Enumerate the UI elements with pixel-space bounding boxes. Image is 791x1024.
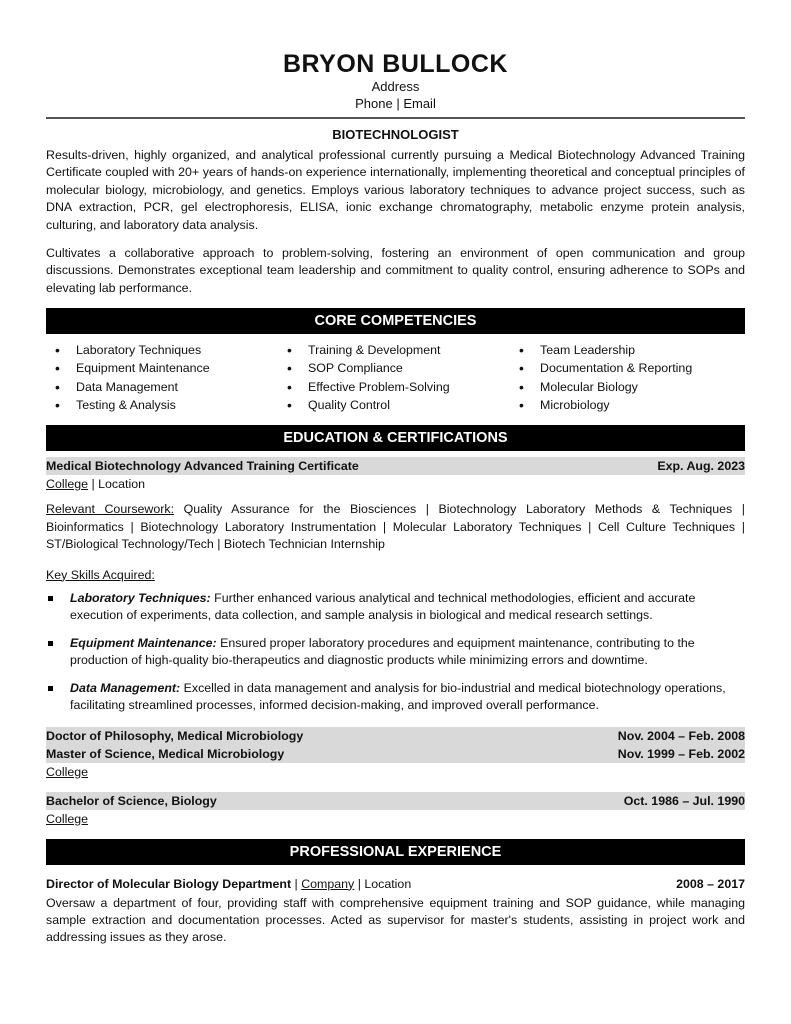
competency-item: • SOP Compliance [278,359,510,377]
job-header-row [46,875,745,893]
job-title: Director of Molecular Biology Department [46,876,292,891]
phd-row [46,727,745,745]
key-skill-text: Ensured proper laboratory procedures and equipment maintenance, contributing to the production of high-quality bio-therapeutics and diagnostic products while minimizing errors and downtime. [70,635,695,668]
relevant-coursework [46,501,745,554]
job-dates: 2008 – 2017 [676,876,745,891]
key-skill-item [46,635,745,670]
certificate-location: Location [98,477,145,492]
graduate-college: College [46,764,89,779]
ms-row [46,745,745,763]
address-line: Address [371,79,420,94]
key-skills-label: Key Skills Acquired: [46,567,155,582]
competency-item: • Laboratory Techniques [46,341,278,359]
competency-item: • Testing & Analysis [46,396,278,414]
competency-item: • Equipment Maintenance [46,359,278,377]
certificate-date: Exp. Aug. 2023 [657,459,745,474]
competency-item: • Microbiology [510,396,742,414]
bs-row [46,792,745,810]
professional-title: BIOTECHNOLOGIST [332,127,459,142]
bs-name: Bachelor of Science, Biology [46,793,217,808]
contact-line: Phone | Email [355,96,436,111]
competency-item: • Effective Problem-Solving [278,378,510,396]
key-skill-lead: Data Management: [70,680,181,695]
competencies-column-3 [510,341,742,414]
core-competencies-heading: CORE COMPETENCIES [46,308,745,334]
education-heading: EDUCATION & CERTIFICATIONS [46,425,745,451]
candidate-name: BRYON BULLOCK [282,50,508,78]
competencies-column-2 [278,341,510,414]
competencies-column-1 [46,341,278,414]
competency-item: • Quality Control [278,396,510,414]
graduate-institution [46,763,745,781]
phd-date: Nov. 2004 – Feb. 2008 [617,728,745,743]
key-skill-item [46,590,745,625]
certificate-row [46,457,745,475]
ms-date: Nov. 1999 – Feb. 2002 [617,746,745,761]
phd-name: Doctor of Philosophy, Medical Microbiology [46,728,304,743]
bs-date: Oct. 1986 – Jul. 1990 [623,793,745,808]
ms-name: Master of Science, Medical Microbiology [46,746,285,761]
bachelor-institution [46,810,745,828]
summary-paragraph-2: Cultivates a collaborative approach to problem-solving, fostering an environment of open communication and group discussions. Demonstrates exceptional team leadership and commitment to quality control, ensuring adherence to SOPs and elevating lab performance. [46,246,745,295]
certificate-block [46,457,745,493]
coursework-label: Relevant Coursework: [46,502,175,517]
coursework-list: Quality Assurance for the Biosciences | Biotechnology Laboratory Methods & Techniques | Bioinformatics | Biotechnology Laboratory Instrumentation | Molecular Laboratory Techniques | Cell Culture Techniques | ST/Biological Technology/Tech | Biotech Technician Internship [46,502,745,552]
key-skill-text: Excelled in data management and analysis for bio-industrial and medical biotechnology operations, facilitating streamlined processes, informed decision-making, and improved overall performance. [70,680,726,713]
competency-item: • Documentation & Reporting [510,359,742,377]
job-location: Location [364,876,412,891]
bullet-square-icon [48,641,53,646]
key-skill-text: Further enhanced various analytical and technical methodologies, efficient and accurate execution of experiments, data collection, and sample analysis in biological and medical research settings. [70,590,696,623]
key-skill-lead: Equipment Maintenance: [70,635,217,650]
bachelor-college: College [46,811,89,826]
bullet-square-icon [48,686,53,691]
graduate-degrees-block [46,727,745,781]
bachelor-degree-block [46,792,745,828]
certificate-institution: College | Location [46,477,145,492]
key-skill-item [46,680,745,715]
bullet-square-icon [48,596,53,601]
competency-item: • Data Management [46,378,278,396]
job-title-line: Director of Molecular Biology Department | Company | Location [46,876,412,891]
key-skills-list [46,590,745,715]
job-description: Oversaw a department of four, providing staff with comprehensive equipment training and SOP guidance, while managing sample extraction and documentation processes. Acted as supervisor for master's students, assisting in project work and addressing issues as they arose. [46,895,745,945]
competency-item: • Training & Development [278,341,510,359]
summary-paragraph-1: Results-driven, highly organized, and analytical professional currently pursuing a Medical Biotechnology Advanced Training Certificate coupled with 20+ years of hands-on experience internationally, implementing theoretical and conceptual principles of molecular biology, microbiology, and genetics. Employs various laboratory techniques to advance project success, such as DNA extraction, PCR, gel electrophoresis, ELISA, ionic exchange chromatography, metabolic enzyme protein analysis, culturing, and laboratory data analysis. [46,148,745,232]
key-skill-lead: Laboratory Techniques: [70,590,211,605]
competency-item: • Team Leadership [510,341,742,359]
experience-heading: PROFESSIONAL EXPERIENCE [46,839,745,865]
competency-item: • Molecular Biology [510,378,742,396]
job-company: Company [301,876,355,891]
certificate-college: College [46,477,89,492]
competencies-grid [46,341,745,414]
header-divider [46,117,745,119]
certificate-name: Medical Biotechnology Advanced Training Certificate [46,459,359,474]
